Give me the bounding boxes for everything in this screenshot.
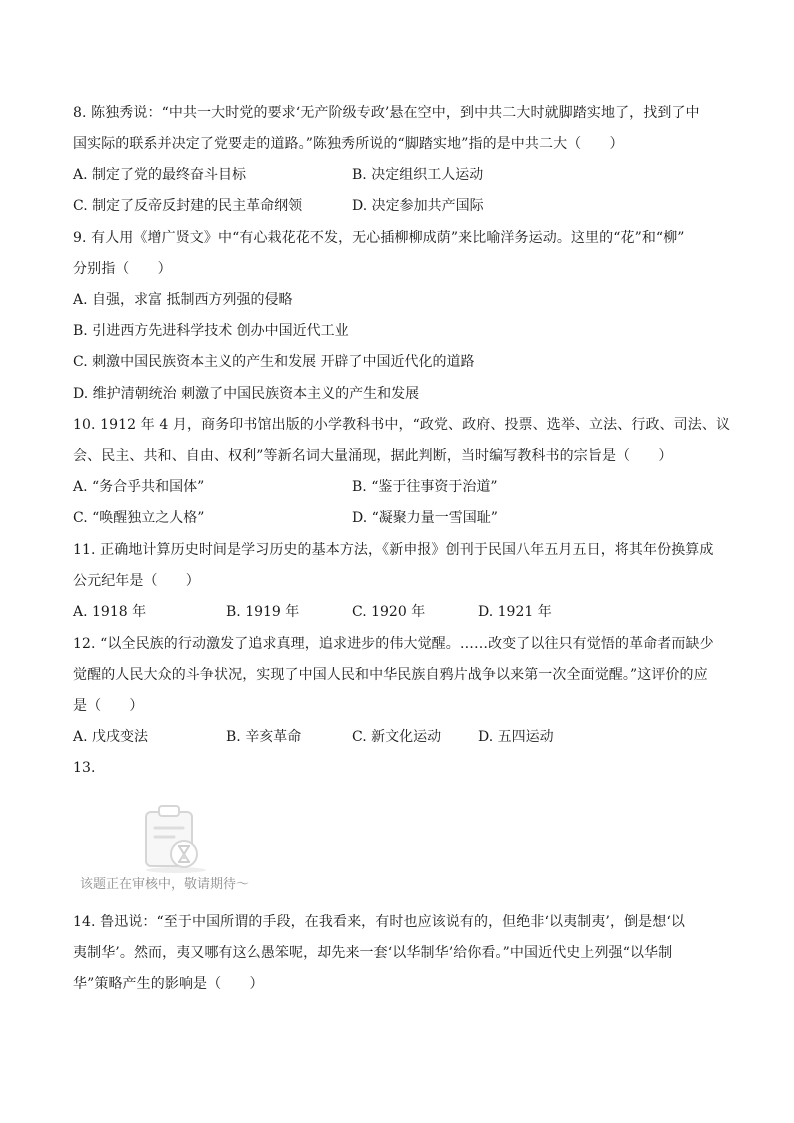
q8-stem-line-1: 8. 陈独秀说：“中共一大时党的要求‘无产阶级专政’悬在空中，到中共二大时就脚踏实地了，找到了中 — [73, 105, 700, 121]
q9-option-c[interactable]: C. 刺激中国民族资本主义的产生和发展 开辟了中国近代化的道路 — [73, 354, 475, 370]
q12-stem-line-2: 觉醒的人民大众的斗争状况，实现了中国人民和中华民族自鸦片战争以来第一次全面觉醒。”这评价的应 — [73, 667, 708, 683]
q10-stem-line-2: 会、民主、共和、自由、权利”等新名词大量涌现，据此判断，当时编写教科书的宗旨是（ ） — [73, 448, 673, 464]
q10-option-c[interactable]: C. “唤醒独立之人格” — [73, 510, 205, 526]
q8-option-b[interactable]: B. 决定组织工人运动 — [352, 167, 484, 183]
q14-stem-line-2: 夷制华’。然而，夷又哪有这么愚笨呢，却先来一套‘以华制华’给你看。”中国近代史上列强“以华制 — [73, 945, 673, 961]
q10-option-a[interactable]: A. “务合乎共和国体” — [73, 479, 205, 495]
q9-option-b[interactable]: B. 引进西方先进科学技术 创办中国近代工业 — [73, 323, 349, 339]
q9-stem-line-2: 分别指（ ） — [73, 261, 172, 277]
q8-option-a[interactable]: A. 制定了党的最终奋斗目标 — [73, 167, 247, 183]
q13-pending-text: 该题正在审核中，敬请期待～ — [80, 877, 250, 892]
q11-stem-line-1: 11. 正确地计算历史时间是学习历史的基本方法，《新申报》创刊于民国八年五月五日，将其年份换算成 — [73, 542, 714, 558]
q12-stem-line-1: 12. “以全民族的行动激发了追求真理，追求进步的伟大觉醒。……改变了以往只有觉悟的革命者而缺少 — [73, 636, 714, 652]
q11-option-b[interactable]: B. 1919 年 — [226, 604, 300, 620]
clipboard-hourglass-icon — [138, 798, 210, 874]
q11-option-c[interactable]: C. 1920 年 — [352, 604, 426, 620]
q12-option-b[interactable]: B. 辛亥革命 — [226, 729, 302, 745]
q8-option-c[interactable]: C. 制定了反帝反封建的民主革命纲领 — [73, 198, 303, 214]
q9-option-d[interactable]: D. 维护清朝统治 刺激了中国民族资本主义的产生和发展 — [73, 386, 420, 402]
q9-stem-line-1: 9. 有人用《增广贤文》中“有心栽花花不发，无心插柳柳成荫”来比喻洋务运动。这里的“花”和“柳” — [73, 230, 685, 246]
q11-option-a[interactable]: A. 1918 年 — [73, 604, 147, 620]
q10-option-d[interactable]: D. “凝聚力量一雪国耻” — [352, 510, 498, 526]
q13-pending-review-placeholder — [72, 790, 282, 900]
q8-stem-line-2: 国实际的联系并决定了党要走的道路。”陈独秀所说的“脚踏实地”指的是中共二大（ ） — [73, 136, 624, 152]
q12-stem-line-3: 是（ ） — [73, 698, 144, 714]
q10-option-b[interactable]: B. “鉴于往事资于治道” — [352, 479, 498, 495]
q14-stem-line-1: 14. 鲁迅说：“至于中国所谓的手段，在我看来，有时也应该说有的，但绝非‘以夷制夷’，倒是想‘以 — [73, 914, 686, 930]
q10-stem-line-1: 10. 1912 年 4 月，商务印书馆出版的小学教科书中，“政党、政府、投票、选举、立法、行政、司法、议 — [73, 417, 731, 433]
q12-option-d[interactable]: D. 五四运动 — [478, 729, 554, 745]
q11-option-d[interactable]: D. 1921 年 — [478, 604, 552, 620]
q12-option-c[interactable]: C. 新文化运动 — [352, 729, 442, 745]
q8-option-d[interactable]: D. 决定参加共产国际 — [352, 198, 484, 214]
q11-stem-line-2: 公元纪年是（ ） — [73, 573, 200, 589]
q14-stem-line-3: 华”策略产生的影响是（ ） — [73, 976, 264, 992]
q9-option-a[interactable]: A. 自强，求富 抵制西方列强的侵略 — [73, 292, 293, 308]
q12-option-a[interactable]: A. 戊戌变法 — [73, 729, 149, 745]
q13-number: 13. — [73, 760, 96, 776]
